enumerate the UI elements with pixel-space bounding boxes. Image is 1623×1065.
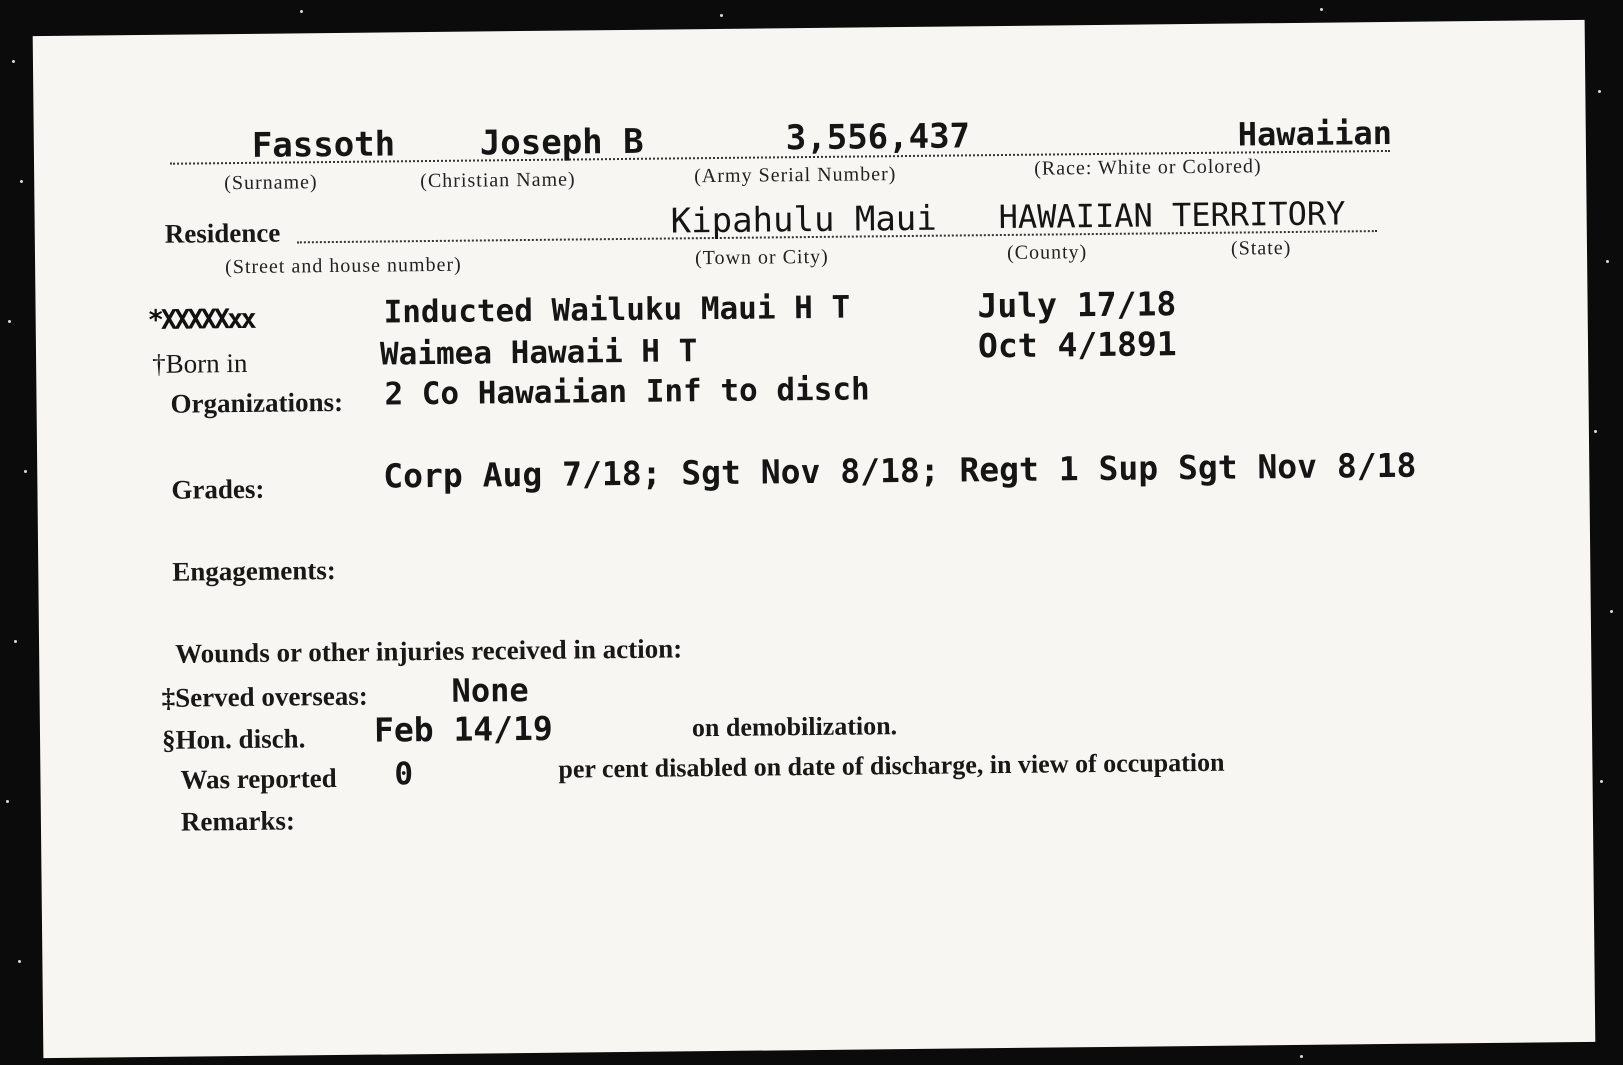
- residence-label: Residence: [164, 217, 281, 249]
- disability-value: 0: [394, 756, 414, 793]
- birthplace-value: Waimea Hawaii H T: [379, 333, 698, 373]
- remarks-label: Remarks:: [180, 805, 296, 837]
- discharge-suffix: on demobilization.: [691, 711, 898, 743]
- struck-enlisted-label: *XXXXXxx: [147, 303, 254, 336]
- wounds-label: Wounds or other injuries received in action:: [175, 633, 683, 669]
- serial-number-value: 3,556,437: [785, 116, 971, 159]
- street-caption: (Street and house number): [225, 253, 462, 279]
- grades-label: Grades:: [171, 473, 265, 505]
- residence-town-value: Kipahulu Maui: [670, 198, 937, 242]
- discharge-label: §Hon. disch.: [161, 723, 306, 755]
- born-label: †Born in: [151, 347, 248, 379]
- served-overseas-label: ‡Served overseas:: [161, 680, 368, 713]
- residence-county-state-value: HAWAIIAN TERRITORY: [998, 194, 1346, 237]
- race-caption: (Race: White or Colored): [1034, 155, 1262, 180]
- christian-name-caption: (Christian Name): [420, 168, 576, 193]
- discharge-date: Feb 14/19: [373, 708, 553, 750]
- grades-value: Corp Aug 7/18; Sgt Nov 8/18; Regt 1 Sup Sgt Nov 8/18: [383, 445, 1417, 496]
- engagements-label: Engagements:: [172, 555, 336, 587]
- inducted-value: Inducted Wailuku Maui H T: [383, 289, 851, 331]
- surname-caption: (Surname): [224, 171, 318, 195]
- organizations-value: 2 Co Hawaiian Inf to disch: [384, 371, 870, 413]
- county-caption: (County): [1006, 241, 1088, 264]
- organizations-label: Organizations:: [170, 386, 344, 419]
- surname-value: Fassoth: [251, 124, 396, 166]
- race-value: Hawaiian: [1237, 113, 1393, 154]
- christian-name-value: Joseph B: [479, 121, 644, 164]
- served-overseas-value: None: [451, 670, 529, 710]
- state-caption: (State): [1230, 236, 1292, 260]
- inducted-date: July 17/18: [977, 284, 1177, 326]
- disability-label: Was reported: [180, 763, 337, 795]
- serial-number-caption: (Army Serial Number): [694, 163, 897, 188]
- town-caption: (Town or City): [694, 245, 829, 270]
- birth-date: Oct 4/1891: [977, 324, 1177, 366]
- disability-suffix: per cent disabled on date of discharge, in view of occupation: [558, 747, 1225, 784]
- service-record-card: [33, 20, 1596, 1058]
